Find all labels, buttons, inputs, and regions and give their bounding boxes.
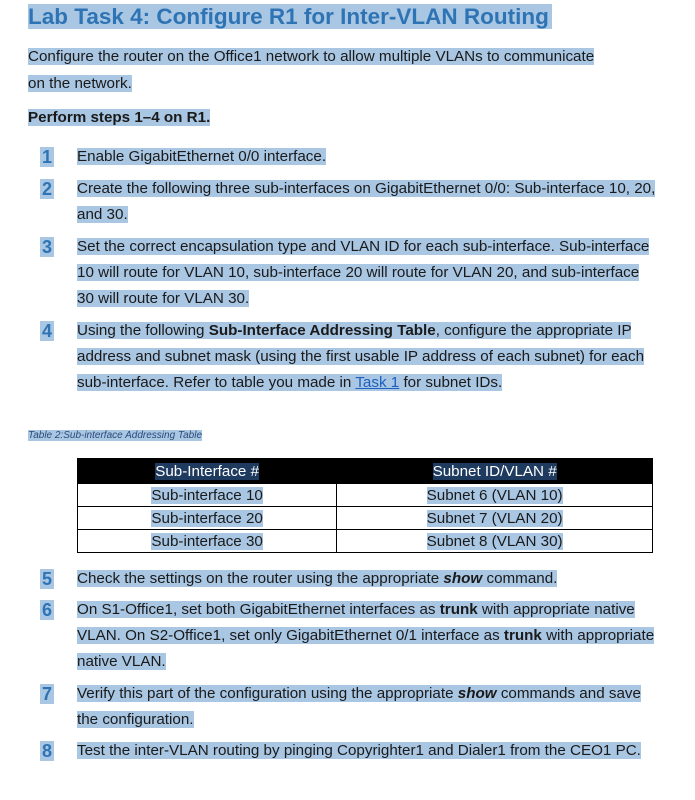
table-row	[78, 507, 653, 530]
page-title	[28, 2, 552, 32]
task-1-link[interactable]: Task 1	[355, 374, 400, 391]
step-number: 3	[42, 237, 53, 257]
title-text: Lab Task 4: Configure R1 for Inter-VLAN Routing	[28, 4, 552, 29]
step-text: Check the settings on the router using the appropriate show command.	[77, 570, 558, 587]
step-number: 5	[42, 569, 53, 589]
table-cell: Sub-interface 30	[78, 530, 337, 553]
table-caption: Table 2:Sub-interface Addressing Table	[28, 430, 203, 441]
step-text: Create the following three sub-interfaces on GigabitEthernet 0/0: Sub-interface 10, 20, and 30.	[77, 180, 656, 223]
table-cell: Subnet 7 (VLAN 20)	[337, 507, 653, 530]
table-cell: Sub-interface 20	[78, 507, 337, 530]
step-text: On S1-Office1, set both GigabitEthernet interfaces as trunk with appropriate native VLAN. On S2-Office1, set only GigabitEthernet 0/1 interface as trunk with appropriate native VLAN.	[77, 601, 655, 670]
table-cell: Subnet 8 (VLAN 30)	[337, 530, 653, 553]
column-header: Sub-Interface #	[78, 459, 337, 484]
sub-interface-addressing-table	[77, 458, 653, 553]
step-number: 2	[42, 179, 53, 199]
column-header: Subnet ID/VLAN #	[337, 459, 653, 484]
step-number: 1	[42, 147, 53, 167]
step-number: 7	[42, 684, 53, 704]
step-number: 4	[42, 321, 53, 341]
step-number: 6	[42, 600, 53, 620]
table-row	[78, 484, 653, 507]
step-text: Using the following Sub-Interface Addressing Table, configure the appropriate IP address and subnet mask (using the first usable IP address of each subnet) for each sub-interface. Refer to table you made in Task 1 for subnet IDs.	[77, 322, 645, 391]
step-text: Set the correct encapsulation type and VLAN ID for each sub-interface. Sub-interface 10 will route for VLAN 10, sub-interface 20 will route for VLAN 20, and sub-interface 30 will route for VLAN 30.	[77, 238, 650, 307]
step-text: Enable GigabitEthernet 0/0 interface.	[77, 148, 327, 165]
table-cell: Subnet 6 (VLAN 10)	[337, 484, 653, 507]
table-header-row	[78, 459, 653, 484]
intro-paragraph: Configure the router on the Office1 network to allow multiple VLANs to communicate on the network.	[28, 48, 595, 92]
step-text: Test the inter-VLAN routing by pinging Copyrighter1 and Dialer1 from the CEO1 PC.	[77, 742, 641, 759]
step-text: Verify this part of the configuration using the appropriate show commands and save the configuration.	[77, 685, 641, 728]
table-row	[78, 530, 653, 553]
perform-instruction: Perform steps 1–4 on R1.	[28, 109, 211, 126]
step-number: 8	[42, 741, 53, 761]
table-cell: Sub-interface 10	[78, 484, 337, 507]
